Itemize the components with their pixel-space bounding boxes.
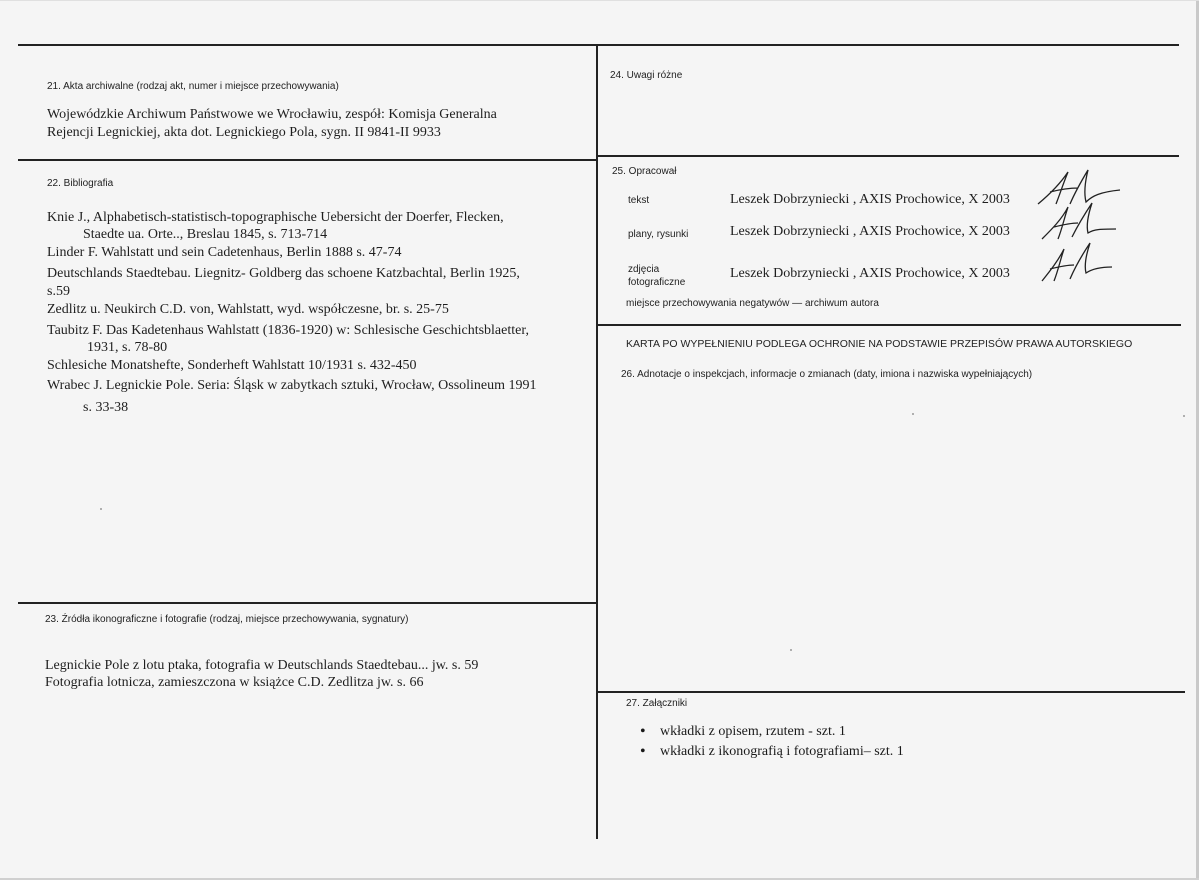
attachment-item-2: • wkładki z ikonografią i fotografiami– szt. 1 <box>660 742 904 762</box>
scan-speck <box>100 508 102 510</box>
bibliography-line-3: Linder F. Wahlstatt und sein Cadetenhaus, Berlin 1888 s. 47-74 <box>47 245 402 260</box>
section-23-label: 23. Źródła ikonograficzne i fotografie (rodzaj, miejsce przechowywania, sygnatury) <box>45 614 409 625</box>
rule-left-after-21 <box>18 159 598 161</box>
bibliography-line-1: Knie J., Alphabetisch-statistisch-topographische Uebersicht der Doerfer, Flecken, <box>47 210 504 225</box>
bibliography-line-5: s.59 <box>47 284 70 299</box>
rule-right-after-25 <box>598 324 1181 326</box>
scan-speck <box>1183 415 1185 417</box>
attachment-item-1: • wkładki z opisem, rzutem - szt. 1 <box>660 722 846 742</box>
author-text-label: tekst <box>628 195 650 206</box>
bibliography-line-6: Zedlitz u. Neukirch C.D. von, Wahlstatt, wyd. współczesne, br. s. 25-75 <box>47 302 449 317</box>
rule-top <box>18 44 1179 46</box>
copyright-notice: KARTA PO WYPEŁNIENIU PODLEGA OCHRONIE NA PODSTAWIE PRZEPISÓW PRAWA AUTORSKIEGO <box>626 338 1133 350</box>
author-plans-value: Leszek Dobrzyniecki , AXIS Prochowice, X 2003 <box>730 224 1010 239</box>
section-21-line-2: Rejencji Legnickiej, akta dot. Legnickiego Pola, sygn. II 9841-II 9933 <box>47 125 441 140</box>
scan-speck <box>790 649 792 651</box>
author-photos-value: Leszek Dobrzyniecki , AXIS Prochowice, X 2003 <box>730 266 1010 281</box>
bibliography-line-2: Staedte ua. Orte.., Breslau 1845, s. 713-714 <box>83 227 328 242</box>
scan-speck <box>912 413 914 415</box>
bibliography-line-11: s. 33-38 <box>83 400 129 415</box>
iconography-line-1: Legnickie Pole z lotu ptaka, fotografia w Deutschlands Staedtebau... jw. s. 59 <box>45 658 479 673</box>
rule-left-after-22 <box>18 602 598 604</box>
bibliography-line-7: Taubitz F. Das Kadetenhaus Wahlstatt (1836-1920) w: Schlesische Geschichtsblaetter, <box>47 323 529 338</box>
author-text-value: Leszek Dobrzyniecki , AXIS Prochowice, X 2003 <box>730 192 1010 207</box>
bibliography-line-4: Deutschlands Staedtebau. Liegnitz- Goldberg das schoene Katzbachtal, Berlin 1925, <box>47 266 520 281</box>
negatives-location: miejsce przechowywania negatywów — archiwum autora <box>626 298 879 309</box>
signature-mark-3 <box>1036 235 1116 285</box>
section-22-label: 22. Bibliografia <box>47 178 114 189</box>
iconography-line-2: Fotografia lotnicza, zamieszczona w książce C.D. Zedlitza jw. s. 66 <box>45 675 424 690</box>
author-photos-label-2: fotograficzne <box>628 277 686 288</box>
section-24-label: 24. Uwagi różne <box>610 70 683 81</box>
section-21-label: 21. Akta archiwalne (rodzaj akt, numer i miejsce przechowywania) <box>47 81 339 92</box>
author-photos-label-1: zdjęcia <box>628 264 660 275</box>
bibliography-line-10: Wrabec J. Legnickie Pole. Seria: Śląsk w zabytkach sztuki, Wrocław, Ossolineum 1991 <box>47 378 537 393</box>
author-plans-label: plany, rysunki <box>628 229 689 240</box>
bibliography-line-8: 1931, s. 78-80 <box>87 340 168 355</box>
rule-right-after-24 <box>598 155 1179 157</box>
rule-center-vertical <box>596 44 598 839</box>
rule-right-after-26 <box>598 691 1185 693</box>
bibliography-line-9: Schlesiche Monatshefte, Sonderheft Wahlstatt 10/1931 s. 432-450 <box>47 358 417 373</box>
section-25-label: 25. Opracował <box>612 166 677 177</box>
section-27-label: 27. Załączniki <box>626 698 688 709</box>
section-26-label: 26. Adnotacje o inspekcjach, informacje o zmianach (daty, imiona i nazwiska wypełniających) <box>621 369 1033 380</box>
section-21-line-1: Wojewódzkie Archiwum Państwowe we Wrocławiu, zespół: Komisja Generalna <box>47 107 497 122</box>
